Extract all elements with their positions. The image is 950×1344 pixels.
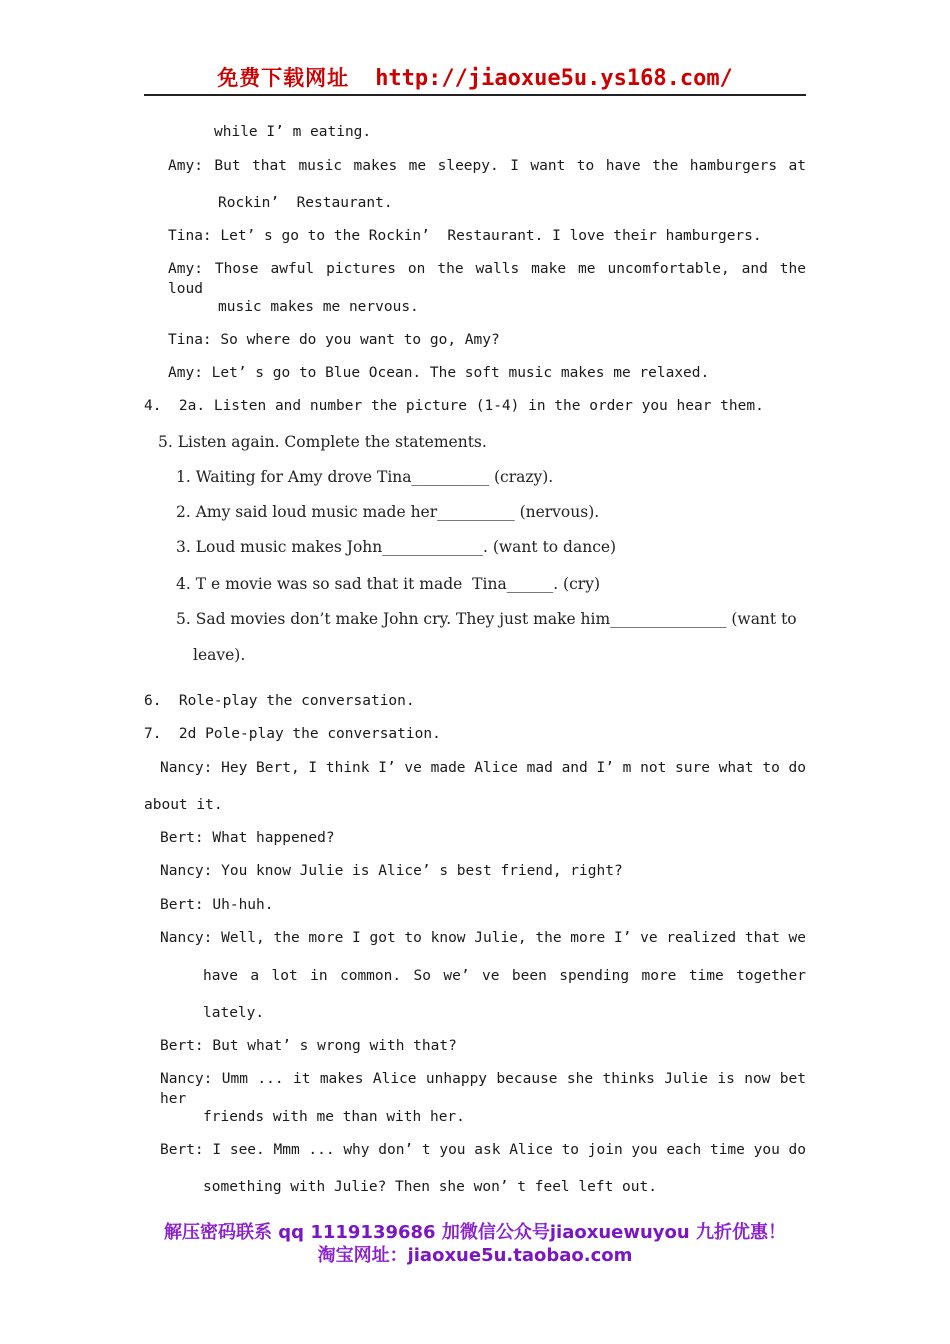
- text-line: Bert: Uh-huh.: [160, 897, 274, 913]
- text-line: Nancy: Well, the more I got to know Julie, the more I’ ve realized that we: [160, 930, 807, 946]
- statement-item: leave).: [193, 646, 246, 664]
- text-line: Nancy: You know Julie is Alice’ s best friend, right?: [160, 863, 623, 879]
- header-divider: [144, 94, 806, 96]
- text-line: Rockin’ Restaurant.: [218, 195, 393, 211]
- statement-item: 5. Sad movies don’t make John cry. They just make him_______________ (want to: [176, 610, 797, 628]
- text-line: Nancy: Hey Bert, I think I’ ve made Alice mad and I’ m not sure what to do: [160, 760, 807, 776]
- footer-text: 淘宝网址：: [317, 1245, 408, 1266]
- footer-text: 解压密码联系: [164, 1222, 273, 1243]
- exercise-heading: 6. Role-play the conversation.: [144, 693, 415, 709]
- footer-text: 九折优惠！: [695, 1222, 786, 1243]
- footer-qq: qq 1119139686: [278, 1222, 436, 1243]
- text-line: Bert: But what’ s wrong with that?: [160, 1038, 457, 1054]
- text-line: Bert: I see. Mmm ... why don’ t you ask Alice to join you each time you do: [160, 1142, 807, 1158]
- text-line: music makes me nervous.: [218, 299, 419, 315]
- statement-item: 1. Waiting for Amy drove Tina__________ (crazy).: [176, 468, 554, 486]
- text-line: Tina: So where do you want to go, Amy?: [168, 332, 500, 348]
- header-title: 免费下载网址: [217, 66, 350, 90]
- footer-wechat: jiaoxuewuyou: [549, 1222, 690, 1243]
- statement-item: 3. Loud music makes John_____________. (want to dance): [176, 538, 617, 556]
- footer-taobao-link[interactable]: jiaoxue5u.taobao.com: [407, 1245, 633, 1266]
- text-line: Nancy: Umm ... it makes Alice unhappy because she thinks Julie is now bet her: [160, 1071, 806, 1107]
- header-url-link[interactable]: http://jiaoxue5u.ys168.com/: [375, 66, 733, 91]
- text-line: Bert: What happened?: [160, 830, 335, 846]
- text-line: have a lot in common. So we’ ve been spending more time together: [203, 968, 806, 984]
- text-line: about it.: [144, 797, 223, 813]
- text-line: Amy: But that music makes me sleepy. I want to have the hamburgers at: [168, 158, 806, 174]
- page-header: [0, 62, 950, 96]
- text-line: Amy: Let’ s go to Blue Ocean. The soft music makes me relaxed.: [168, 365, 710, 381]
- footer-text: 加微信公众号: [441, 1222, 550, 1243]
- text-line: something with Julie? Then she won’ t feel left out.: [203, 1179, 657, 1195]
- text-line: Amy: Those awful pictures on the walls make me uncomfortable, and the loud: [168, 261, 806, 297]
- statement-item: 2. Amy said loud music made her__________ (nervous).: [176, 503, 600, 521]
- text-line: lately.: [203, 1005, 265, 1021]
- text-line: friends with me than with her.: [203, 1109, 465, 1125]
- exercise-heading: 7. 2d Pole-play the conversation.: [144, 726, 441, 742]
- exercise-heading: 5. Listen again. Complete the statements.: [158, 433, 487, 451]
- text-line: Tina: Let’ s go to the Rockin’ Restaurant. I love their hamburgers.: [168, 228, 762, 244]
- footer-line-2: [0, 1241, 950, 1267]
- text-line: while I’ m eating.: [214, 124, 372, 140]
- statement-item: 4. T e movie was so sad that it made Tina______. (cry): [176, 575, 600, 593]
- exercise-heading: 4. 2a. Listen and number the picture (1-4) in the order you hear them.: [144, 398, 764, 414]
